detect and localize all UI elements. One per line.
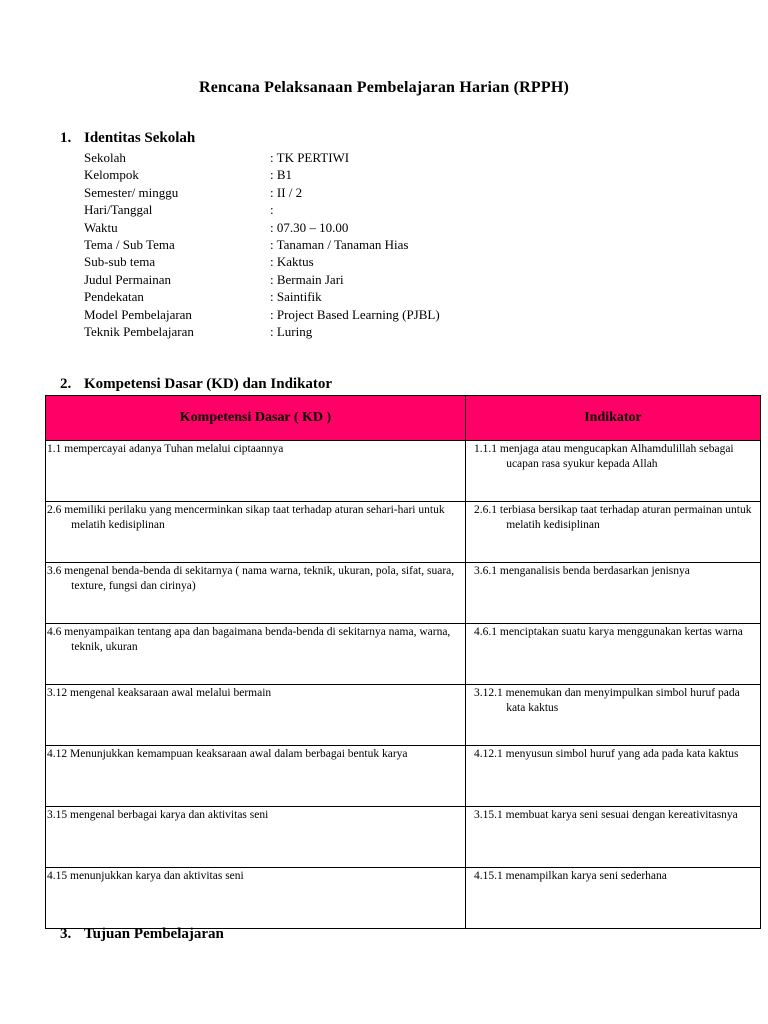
identitas-label: Sekolah <box>84 150 126 165</box>
indikator-cell <box>466 746 761 807</box>
identitas-label: Teknik Pembelajaran <box>84 323 194 339</box>
identitas-list <box>84 149 684 340</box>
section-kd-heading <box>60 376 332 393</box>
section-number: 2. <box>60 376 72 392</box>
identitas-value: : II / 2 <box>270 184 303 200</box>
identitas-row <box>84 201 684 218</box>
identitas-value: : 07.30 – 10.00 <box>270 219 349 235</box>
identitas-value: : <box>270 202 274 218</box>
indikator-cell <box>466 441 761 502</box>
identitas-value: : Saintifik <box>270 289 322 305</box>
table-row <box>46 563 761 624</box>
table-row <box>46 441 761 502</box>
identitas-label: Waktu <box>84 219 118 235</box>
kd-text: 4.6 menyampaikan tentang apa dan bagaimana benda-benda di sekitarnya nama, warna, teknik, ukuran <box>47 626 451 653</box>
kd-cell <box>46 624 466 685</box>
kd-cell <box>46 746 466 807</box>
table-row <box>46 868 761 929</box>
indikator-text: 2.6.1 terbiasa bersikap taat terhadap aturan permainan untuk melatih kedisiplinan <box>474 504 752 531</box>
indikator-cell <box>466 624 761 685</box>
identitas-value: : Kaktus <box>270 254 314 270</box>
identitas-label: Tema / Sub Tema <box>84 236 175 252</box>
identitas-label: Semester/ minggu <box>84 184 179 200</box>
identitas-row <box>84 253 684 270</box>
document-title: Rencana Pelaksanaan Pembelajaran Harian (RPPH) <box>198 79 570 96</box>
kd-text: 4.12 Menunjukkan kemampuan keaksaraan awal dalam berbagai bentuk karya <box>47 748 408 760</box>
section-title: Kompetensi Dasar (KD) dan Indikator <box>84 376 333 392</box>
indikator-cell <box>466 502 761 563</box>
identitas-row <box>84 323 684 340</box>
kd-cell <box>46 563 466 624</box>
identitas-row <box>84 288 684 305</box>
identitas-label: Judul Permainan <box>84 271 172 287</box>
header-indikator: Indikator <box>466 396 761 441</box>
section-number: 1. <box>60 130 72 146</box>
kd-text: 3.15 mengenal berbagai karya dan aktivitas seni <box>47 809 269 821</box>
kd-cell <box>46 685 466 746</box>
table-row <box>46 624 761 685</box>
identitas-label: Pendekatan <box>84 289 144 305</box>
section-title: Identitas Sekolah <box>84 130 196 146</box>
identitas-label: Hari/Tanggal <box>84 202 153 218</box>
kd-text: 4.15 menunjukkan karya dan aktivitas seni <box>47 870 244 882</box>
identitas-label: Model Pembelajaran <box>84 306 192 322</box>
identitas-row <box>84 306 684 323</box>
indikator-cell <box>466 563 761 624</box>
kd-text: 1.1 mempercayai adanya Tuhan melalui ciptaannya <box>47 443 284 455</box>
identitas-label: Sub-sub tema <box>84 254 156 270</box>
identitas-value: : Tanaman / Tanaman Hias <box>270 236 409 252</box>
table-row <box>46 807 761 868</box>
identitas-row <box>84 236 684 253</box>
header-kd: Kompetensi Dasar ( KD ) <box>46 396 466 441</box>
table-row <box>46 685 761 746</box>
kd-text: 2.6 memiliki perilaku yang mencerminkan sikap taat terhadap aturan sehari-hari untuk melatih kedisiplinan <box>47 504 445 531</box>
section-identitas-heading <box>60 130 195 147</box>
indikator-cell <box>466 685 761 746</box>
identitas-value: : Project Based Learning (PJBL) <box>270 306 440 322</box>
section-title: Tujuan Pembelajaran <box>84 926 224 942</box>
kd-text: 3.12 mengenal keaksaraan awal melalui bermain <box>47 687 272 699</box>
section-tujuan-heading <box>60 926 224 943</box>
table-row <box>46 502 761 563</box>
identitas-row <box>84 219 684 236</box>
identitas-value: : TK PERTIWI <box>270 150 350 165</box>
indikator-cell <box>466 807 761 868</box>
identitas-row <box>84 166 684 183</box>
identitas-label: Kelompok <box>84 167 139 183</box>
kd-cell <box>46 807 466 868</box>
kd-text: 3.6 mengenal benda-benda di sekitarnya ( nama warna, teknik, ukuran, pola, sifat, suara, texture, fungsi dan cirinya) <box>47 565 455 592</box>
indikator-text: 1.1.1 menjaga atau mengucapkan Alhamdulillah sebagai ucapan rasa syukur kepada Allah <box>474 443 734 470</box>
table-row <box>46 746 761 807</box>
indikator-text: 4.6.1 menciptakan suatu karya menggunakan kertas warna <box>474 626 743 638</box>
kd-cell <box>46 868 466 929</box>
identitas-value: : B1 <box>270 167 293 183</box>
indikator-text: 4.12.1 menyusun simbol huruf yang ada pada kata kaktus <box>474 748 739 760</box>
indikator-text: 4.15.1 menampilkan karya seni sederhana <box>474 870 667 882</box>
kd-cell <box>46 441 466 502</box>
identitas-row <box>84 271 684 288</box>
identitas-value: : Luring <box>270 323 313 339</box>
table-header-row <box>46 396 761 441</box>
kd-cell <box>46 502 466 563</box>
indikator-text: 3.6.1 menganalisis benda berdasarkan jenisnya <box>474 565 690 577</box>
indikator-text: 3.12.1 menemukan dan menyimpulkan simbol huruf pada kata kaktus <box>474 687 740 714</box>
indikator-cell <box>466 868 761 929</box>
identitas-row <box>84 184 684 201</box>
identitas-row <box>84 149 684 166</box>
kd-indikator-table <box>45 395 761 929</box>
identitas-value: : Bermain Jari <box>270 271 344 287</box>
indikator-text: 3.15.1 membuat karya seni sesuai dengan kereativitasnya <box>474 809 738 821</box>
section-number: 3. <box>60 926 72 942</box>
